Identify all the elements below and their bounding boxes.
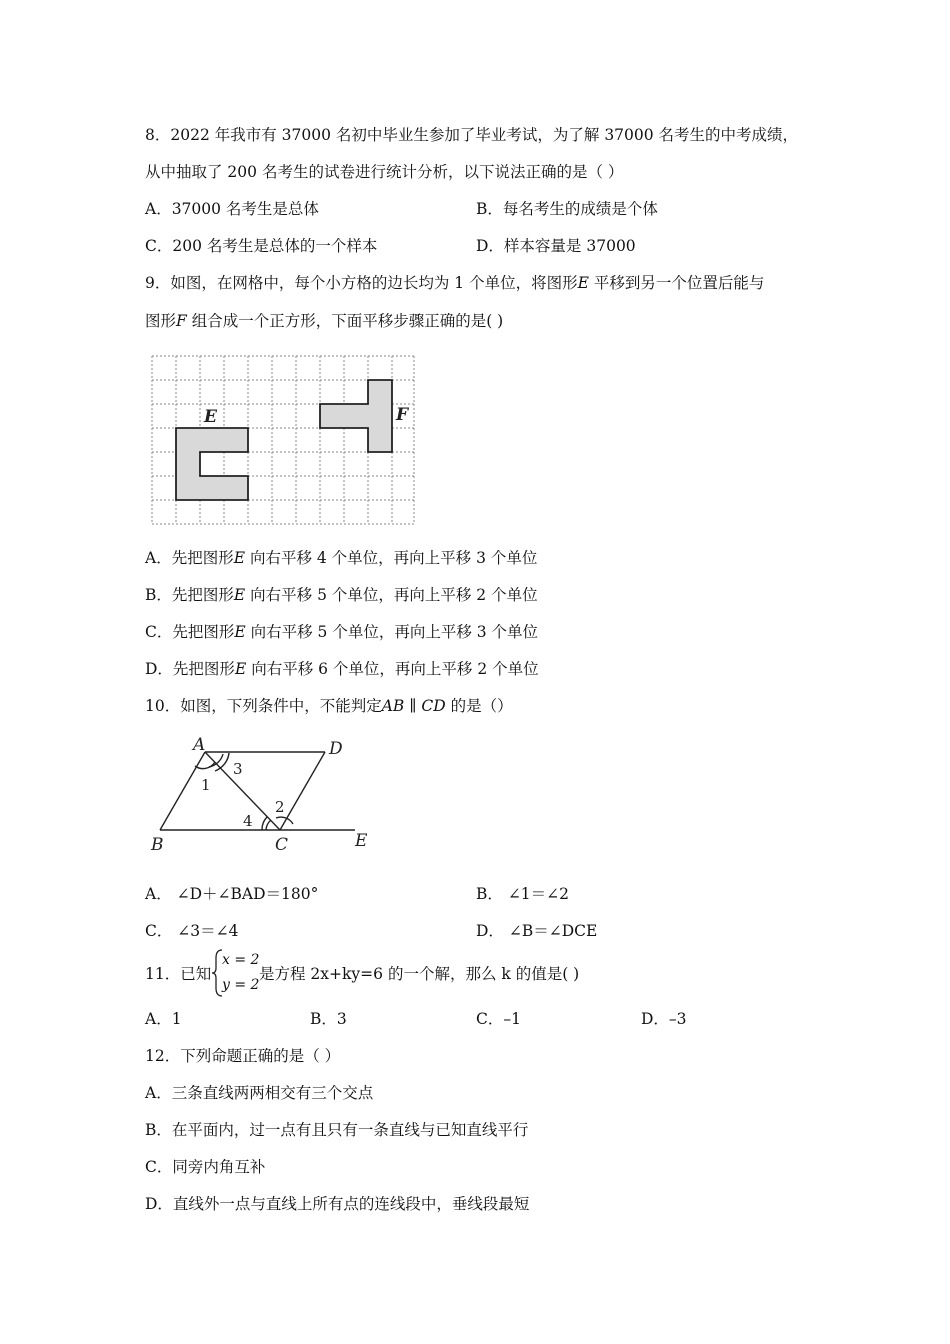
q9-grid-figure (148, 352, 418, 526)
angle-4: 4 (243, 812, 253, 830)
opt-text: 向右平移 6 个单位，再向上平移 2 个单位 (246, 660, 539, 678)
q11-eq2: y = 2 (222, 977, 260, 993)
q9-option-b (145, 585, 538, 605)
label-f: F (396, 405, 409, 425)
parallel-symbol: ∥ (404, 697, 422, 715)
q9-var-e: E (577, 274, 589, 292)
q12-option-d: D．直线外一点与直线上所有点的连线段中，垂线段最短 (145, 1195, 530, 1213)
q8-option-c: C．200 名考生是总体的一个样本 (145, 237, 378, 255)
q9-stem-text: 9．如图，在网格中，每个小方格的边长均为 1 个单位，将图形 (145, 274, 578, 292)
opt-text: C．先把图形 (145, 623, 235, 641)
opt-text: D．先把图形 (145, 660, 235, 678)
label-e: E (204, 407, 217, 427)
figure-lines (160, 752, 355, 830)
opt-var: E (234, 623, 246, 641)
q10-geometry-figure (145, 736, 380, 858)
q9-option-c (145, 622, 538, 642)
opt-var: E (233, 549, 246, 567)
opt-text: 向右平移 5 个单位，再向上平移 2 个单位 (245, 586, 538, 604)
q10-ab: AB (381, 697, 405, 715)
shape-e (176, 428, 248, 500)
q8-option-b: B．每名考生的成绩是个体 (476, 200, 658, 218)
shape-f (320, 380, 392, 452)
q11-prefix: 11．已知 (145, 965, 212, 983)
q9-var-f: F (176, 312, 187, 330)
q9-option-d (145, 659, 539, 679)
q8-stem-line2: 从中抽取了 200 名考生的试卷进行统计分析，以下说法正确的是（ ） (145, 163, 624, 181)
point-a: A (193, 736, 206, 755)
q11-option-b: B．3 (310, 1010, 347, 1028)
angle-3: 3 (233, 760, 243, 778)
q9-stem-text: 平移到另一个位置后能与 (588, 274, 765, 292)
opt-text: 向右平移 4 个单位，再向上平移 3 个单位 (245, 549, 538, 567)
figure-labels (150, 736, 368, 855)
q10-cd: CD (421, 697, 446, 715)
q12-option-b: B．在平面内，过一点有且只有一条直线与已知直线平行 (145, 1121, 529, 1139)
q8-option-d: D．样本容量是 37000 (476, 237, 636, 255)
q10-stem (145, 696, 513, 716)
q10-option-b: B． ∠1＝∠2 (476, 885, 570, 903)
q11-option-d: D．–3 (641, 1010, 687, 1028)
angle-1: 1 (201, 776, 211, 794)
point-e: E (355, 831, 368, 851)
q10-stem-text: 的是（） (445, 697, 513, 715)
q9-stem-line1 (145, 273, 764, 293)
q9-stem-line2 (145, 311, 503, 331)
q11-eq1: x = 2 (222, 952, 260, 968)
point-c: C (275, 835, 289, 855)
q12-option-a: A．三条直线两两相交有三个交点 (145, 1084, 374, 1102)
q8-stem-line1: 8．2022 年我市有 37000 名初中毕业生参加了毕业考试，为了解 37000 名考生的中考成绩， (145, 126, 799, 144)
opt-text: 向右平移 5 个单位，再向上平移 3 个单位 (245, 623, 539, 641)
q9-stem-text: 图形 (145, 312, 177, 330)
q12-stem: 12．下列命题正确的是（ ） (145, 1047, 341, 1065)
q10-stem-text: 10．如图，下列条件中，不能判定 (145, 697, 382, 715)
q11-option-c: C．–1 (476, 1010, 521, 1028)
q9-stem-text: 组合成一个正方形，下面平移步骤正确的是( ) (186, 312, 504, 330)
q12-option-c: C．同旁内角互补 (145, 1158, 266, 1176)
q11-option-a: A．1 (145, 1010, 182, 1028)
opt-text: A．先把图形 (145, 549, 234, 567)
q9-option-a (145, 548, 537, 568)
point-d: D (329, 739, 343, 759)
q11-suffix: 是方程 2x+ky=6 的一个解，那么 k 的值是( ) (259, 965, 580, 983)
q10-option-d: D． ∠B＝∠DCE (476, 922, 598, 940)
opt-var: E (233, 586, 246, 604)
angle-2: 2 (275, 798, 285, 816)
opt-var: E (234, 660, 247, 678)
opt-text: B．先把图形 (145, 586, 234, 604)
q10-option-a: A． ∠D＋∠BAD＝180° (145, 885, 319, 903)
q10-option-c: C． ∠3＝∠4 (145, 922, 239, 940)
point-b: B (151, 835, 164, 855)
q8-option-a: A．37000 名考生是总体 (145, 200, 319, 218)
